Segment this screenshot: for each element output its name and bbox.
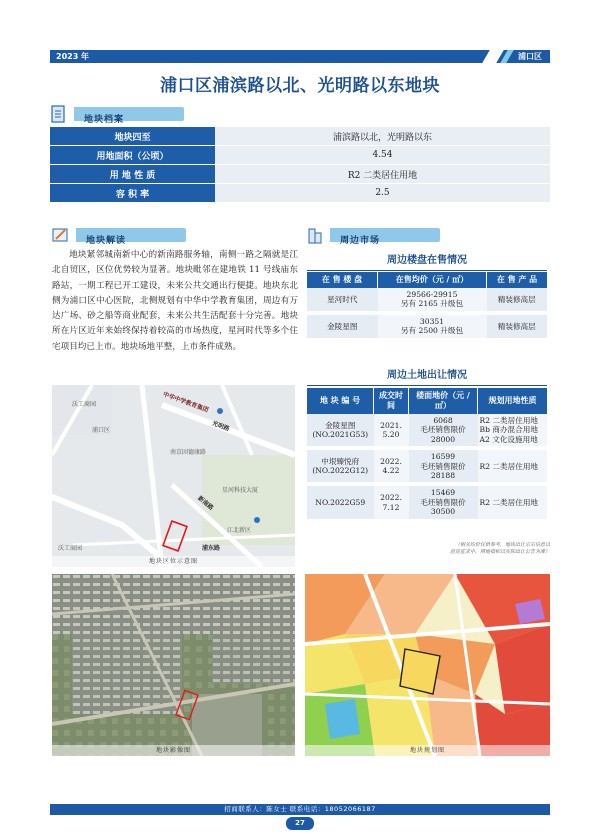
- map-label: 浦口区: [92, 427, 111, 434]
- profile-row: [50, 127, 550, 146]
- land-date-cell: [374, 448, 409, 484]
- land-header: 楼面地价（元 / ㎡）: [409, 388, 478, 414]
- land-use: R2 二类居住用地: [479, 416, 539, 425]
- profile-value: 4.54: [215, 146, 550, 165]
- profile-key: 用地面积（公顷）: [50, 146, 215, 165]
- land-subtitle: 周边土地出让情况: [307, 369, 547, 386]
- profile-row: [50, 165, 550, 184]
- map-label: 江北新区: [227, 527, 252, 534]
- profile-key: 地块四至: [50, 127, 215, 146]
- sales-product: 精装修高层: [487, 288, 548, 313]
- market-note-line: 意见征求中，用地指标以实际出让公告为准）: [449, 549, 550, 555]
- sales-name: 星河时代: [307, 288, 378, 313]
- land-id: NO.2022G59: [307, 484, 374, 520]
- footer-contact: 招商联系人：陈女士 联系电话：18052066187: [224, 805, 376, 813]
- profile-row: [50, 184, 550, 203]
- document-icon: [50, 104, 68, 124]
- map-label: 中华中学教育集团: [161, 390, 210, 414]
- market-section-label: 周边市场: [340, 236, 381, 246]
- map-label: 新南路: [196, 494, 215, 512]
- land-table: [307, 388, 547, 523]
- market-note-line: （相关均价仅供参考，地块出让宗宗信息以: [454, 542, 550, 548]
- land-price-cell: [409, 448, 478, 484]
- sales-header: 在售均价（元 / ㎡）: [378, 272, 487, 288]
- profile-value: 浦滨路以北，光明路以东: [215, 127, 550, 146]
- land-id: 金陵星图: [325, 420, 356, 430]
- footer-bar: [50, 804, 550, 815]
- land-id-code: (NO.2021G53): [312, 430, 369, 440]
- profile-value: 2.5: [215, 184, 550, 203]
- pen-icon: [52, 225, 70, 245]
- land-header: 规划用地性质: [478, 388, 548, 414]
- profile-key: 容 积 率: [50, 184, 215, 203]
- sales-header-row: [307, 272, 547, 288]
- satellite-image: [52, 574, 295, 756]
- sales-price-note: 另有 2165 升级包: [400, 299, 464, 309]
- satellite-caption: 地块影像图: [52, 745, 295, 756]
- profile-value: R2 二类居住用地: [215, 165, 550, 184]
- land-id-cell: [307, 448, 374, 484]
- sales-price-note: 另有 2500 升级包: [400, 326, 464, 336]
- land-use: R2 二类居住用地: [478, 448, 548, 484]
- land-price-limit: 28000: [430, 434, 456, 444]
- land-price: 6068: [433, 416, 453, 425]
- sales-row: [307, 288, 547, 313]
- land-price-cell: [409, 414, 478, 448]
- satellite-graphic: [52, 574, 295, 756]
- sales-price: 30351: [419, 316, 445, 326]
- land-row: [307, 484, 547, 520]
- land-use: A2 文化设施用地: [479, 434, 538, 444]
- planning-graphic: [305, 574, 550, 756]
- land-price-limit: 30500: [430, 507, 456, 517]
- sales-table: [307, 272, 547, 342]
- land-price: 16599: [430, 452, 456, 462]
- land-date-day: 7.12: [382, 502, 400, 512]
- profile-section-head: [50, 104, 550, 124]
- land-header: 成交时间: [374, 388, 409, 414]
- land-id: 中垠臻悦府: [321, 456, 360, 466]
- map-label: 浦东路: [202, 545, 221, 552]
- planning-map: [305, 574, 550, 756]
- profile-key: 用 地 性 质: [50, 165, 215, 184]
- land-row: [307, 448, 547, 484]
- location-map-caption: 地块区位示意图: [52, 556, 295, 567]
- sales-header: 在 售 产 品: [487, 272, 548, 288]
- map-label: 光明路: [211, 420, 231, 433]
- land-id-cell: [307, 414, 374, 448]
- sales-subtitle: 周边楼盘在售情况: [307, 254, 547, 271]
- sales-price-cell: [378, 288, 487, 313]
- analysis-paragraph: 地块紧邻城南新中心的新南路服务轴，南侧一路之隔就是江北自贸区，区位优势较为显著。地块毗邻在建地铁 11 号线庙东路站，一期工程已开工建设，未来公共交通出行便捷。地块东北侧为浦口区中心医院，北侧规划有中华中学教育集团，周边有万达广场、砂之船等商业配套，未来公共生活配套十分完善。地块所在片区近年来始终保持着较高的市场热度，星河时代等多个住宅项目均已上市。地块场地平整，上市条件成熟。: [52, 250, 298, 352]
- header-year: 2023 年: [56, 52, 90, 61]
- land-date: 2022.: [380, 493, 402, 503]
- land-price-label: 毛坯销售限价: [420, 425, 466, 435]
- land-id-code: (NO.2022G12): [312, 466, 369, 476]
- analysis-text: [52, 248, 298, 355]
- sales-price: 29566-29915: [406, 290, 458, 299]
- analysis-section-head: [52, 225, 298, 245]
- sales-row: [307, 313, 547, 340]
- land-use: R2 二类居住用地: [478, 484, 548, 520]
- land-date-cell: [374, 484, 409, 520]
- land-date-cell: [374, 414, 409, 448]
- land-row: [307, 414, 547, 448]
- page-number: 27: [286, 817, 314, 830]
- analysis-section-bar: [76, 228, 186, 246]
- map-label: 南京固德康路: [170, 449, 207, 456]
- map-label: 沃工商园: [72, 401, 97, 408]
- building-icon: [306, 225, 324, 245]
- sales-name: 金陵星图: [307, 313, 378, 340]
- header-bar: [50, 50, 550, 63]
- land-price-label: 毛坯销售限价: [420, 497, 466, 507]
- land-header: 地 块 编 号: [307, 388, 374, 414]
- land-price-label: 毛坯销售限价: [420, 461, 466, 471]
- market-section-head: [306, 225, 550, 245]
- sales-price-cell: [378, 313, 487, 340]
- analysis-section-label: 地块解读: [86, 236, 127, 246]
- map-label: 沃工商园: [58, 545, 83, 552]
- sales-header: 在 售 楼 盘: [307, 272, 378, 288]
- market-note: [400, 542, 550, 556]
- sales-product: 精装修高层: [487, 313, 548, 340]
- planning-caption: 地块规划图: [305, 745, 550, 756]
- map-label: 星河科技大厦: [222, 487, 259, 494]
- page-title: 浦口区浦滨路以北、光明路以东地块: [160, 76, 440, 96]
- land-use-cell: [478, 414, 548, 448]
- land-date: 2021.: [380, 420, 402, 430]
- profile-section-bar: [74, 107, 184, 125]
- land-price-cell: [409, 484, 478, 520]
- profile-row: [50, 146, 550, 165]
- land-date-day: 5.20: [382, 430, 400, 440]
- land-price: 15469: [430, 488, 456, 498]
- location-map: [52, 385, 295, 567]
- land-use: Bb 商办混合用地: [479, 425, 538, 435]
- profile-table: [50, 127, 550, 203]
- profile-section-label: 地块档案: [84, 115, 125, 125]
- header-region: 浦口区: [518, 52, 542, 61]
- land-header-row: [307, 388, 547, 414]
- land-price-limit: 28188: [430, 471, 456, 481]
- market-section-bar: [330, 228, 440, 246]
- land-date: 2022.: [380, 456, 402, 466]
- location-map-graphic: [52, 385, 295, 567]
- land-date-day: 4.22: [382, 466, 400, 476]
